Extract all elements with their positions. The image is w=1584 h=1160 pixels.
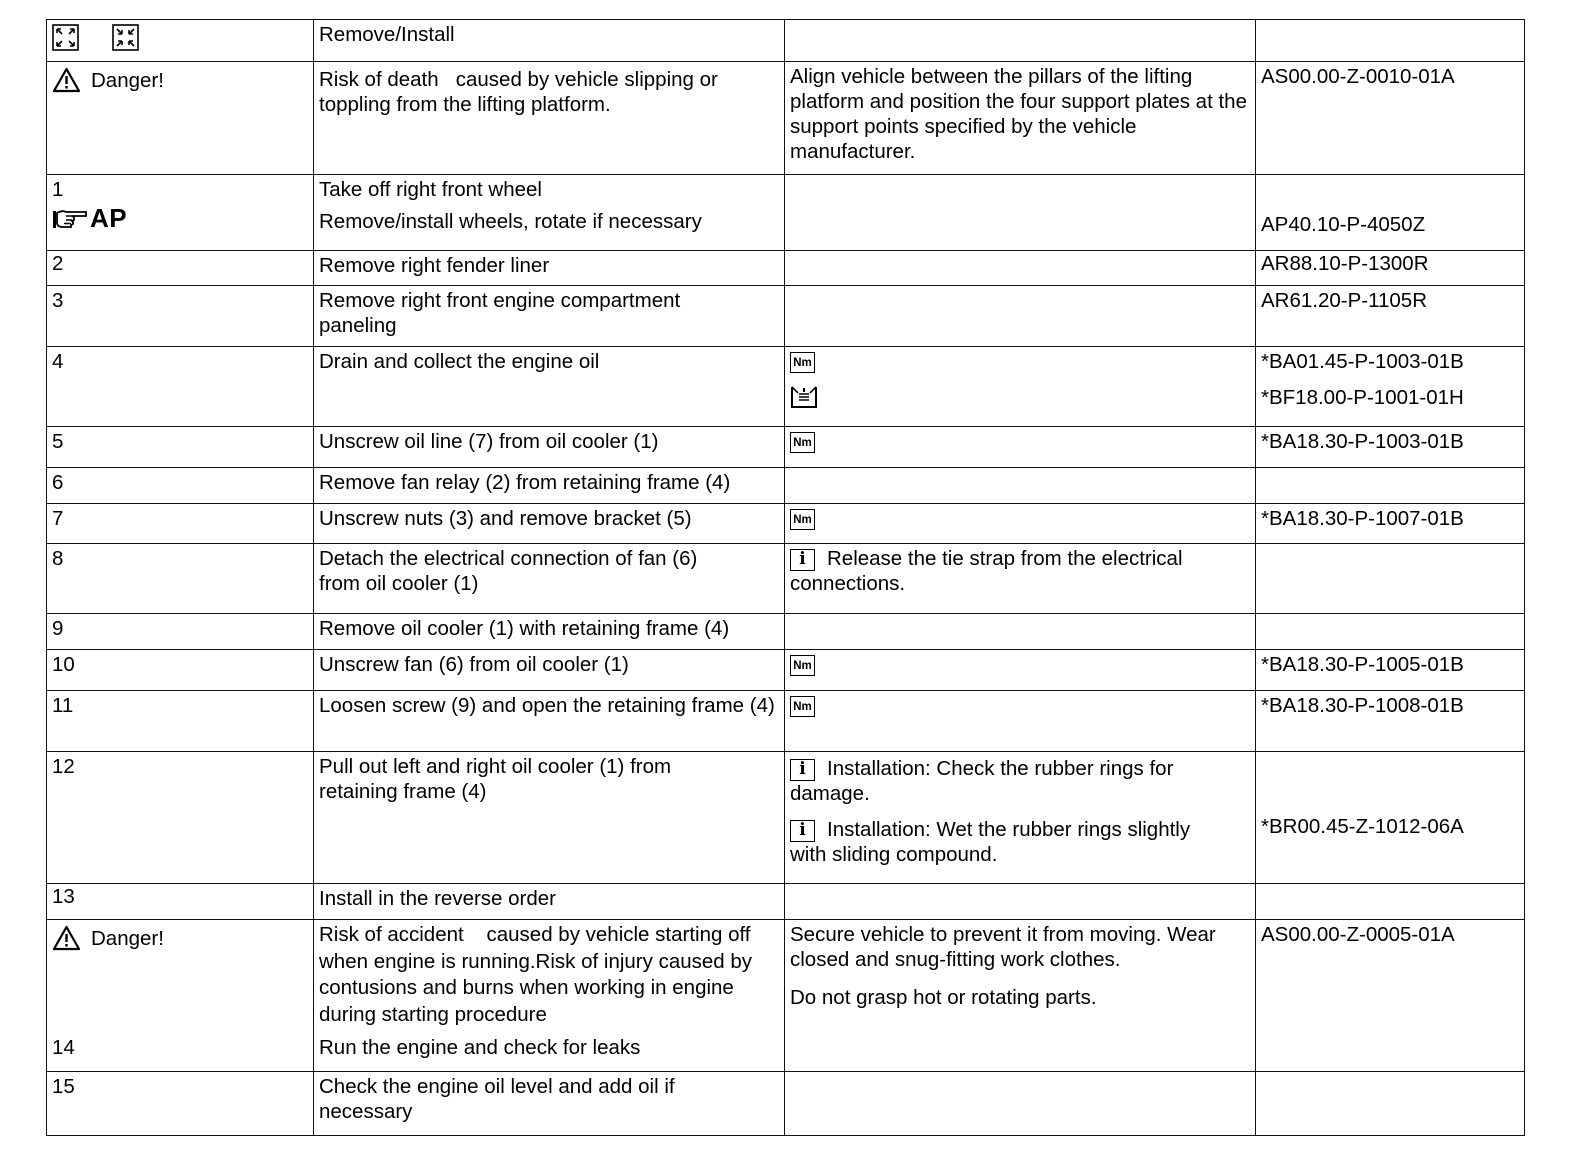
torque-nm-icon[interactable]: Nm — [790, 509, 815, 530]
pointing-hand-icon — [52, 208, 88, 230]
torque-nm-icon[interactable]: Nm — [790, 696, 815, 717]
table-row — [47, 427, 1525, 468]
step-number: 7 — [47, 504, 314, 544]
reference-link[interactable]: AR61.20-P-1105R — [1256, 286, 1525, 347]
reference-link[interactable]: AS00.00-Z-0005-01A — [1256, 920, 1525, 1072]
safety-measure: Align vehicle between the pillars of the lifting platform and position the four support plates at the support points specified by the vehicle manufacturer. — [785, 62, 1256, 175]
reference-link[interactable]: AS00.00-Z-0010-01A — [1256, 62, 1525, 175]
info-icon[interactable]: i — [790, 759, 815, 781]
table-row — [47, 251, 1525, 286]
ap-label: AP — [90, 203, 128, 233]
table-row-danger — [47, 920, 1525, 1072]
risk-title: Risk of accident — [319, 923, 464, 946]
table-row — [47, 286, 1525, 347]
table-row — [47, 347, 1525, 427]
step-text: Remove fan relay (2) from retaining frame (4) — [314, 468, 785, 504]
risk-description: caused by vehicle slipping or toppling from the lifting platform. — [319, 68, 718, 116]
step-text: Loosen screw (9) and open the retaining frame (4) — [314, 691, 785, 752]
step-subtext: Remove/install wheels, rotate if necessary — [319, 210, 702, 233]
expand-icon[interactable] — [52, 24, 79, 51]
table-row — [47, 544, 1525, 614]
warning-triangle-icon — [52, 925, 81, 951]
step-number: 1 — [52, 178, 64, 201]
danger-text: Danger! — [91, 926, 164, 950]
table-row — [47, 691, 1525, 752]
header-icons-cell — [47, 20, 314, 62]
step-number: 15 — [47, 1072, 314, 1136]
torque-nm-icon[interactable]: Nm — [790, 655, 815, 676]
reference-link[interactable]: *BA18.30-P-1007-01B — [1256, 504, 1525, 544]
table-row — [47, 1072, 1525, 1136]
step-number: 3 — [47, 286, 314, 347]
table-row — [47, 884, 1525, 920]
step-text: Unscrew oil line (7) from oil cooler (1) — [314, 427, 785, 468]
table-row — [47, 504, 1525, 544]
table-row — [47, 752, 1525, 884]
step-text: Remove right front engine compartment paneling — [314, 286, 785, 347]
table-row — [47, 175, 1525, 251]
table-row — [47, 650, 1525, 691]
step-number: 8 — [47, 544, 314, 614]
step-text: Check the engine oil level and add oil if necessary — [314, 1072, 785, 1136]
reference-link[interactable]: *BF18.00-P-1001-01H — [1261, 386, 1464, 409]
reference-link[interactable]: AP40.10-P-4050Z — [1261, 213, 1426, 236]
warning-triangle-icon — [52, 67, 81, 93]
step-text: Remove right fender liner — [314, 251, 785, 286]
step-number: 4 — [47, 347, 314, 427]
step-text: Unscrew fan (6) from oil cooler (1) — [314, 650, 785, 691]
step-number: 6 — [47, 468, 314, 504]
step-text: Run the engine and check for leaks — [319, 1036, 641, 1059]
step-number: 11 — [47, 691, 314, 752]
step-number: 5 — [47, 427, 314, 468]
risk-title: Risk of death — [319, 68, 439, 91]
torque-nm-icon[interactable]: Nm — [790, 352, 815, 373]
oil-fluid-icon[interactable] — [790, 384, 818, 409]
step-number: 10 — [47, 650, 314, 691]
step-text: Remove oil cooler (1) with retaining frame (4) — [314, 614, 785, 650]
reference-link[interactable]: *BA18.30-P-1005-01B — [1256, 650, 1525, 691]
info-note: Release the tie strap from the electrical connections. — [790, 547, 1183, 595]
info-note: Installation: Check the rubber rings for damage. — [790, 757, 1174, 805]
step-number: 14 — [52, 1036, 75, 1059]
step-number: 12 — [47, 752, 314, 884]
procedure-table — [46, 19, 1525, 1136]
header-title: Remove/Install — [314, 20, 785, 62]
reference-link[interactable]: *BA01.45-P-1003-01B — [1261, 350, 1464, 373]
step-number: 2 — [47, 251, 314, 286]
step-number: 13 — [47, 884, 314, 920]
reference-link[interactable]: AR88.10-P-1300R — [1256, 251, 1525, 286]
safety-measure: Secure vehicle to prevent it from moving. Wear closed and snug-fitting work clothes. — [790, 923, 1216, 971]
danger-label — [52, 67, 308, 93]
step-text: Take off right front wheel — [319, 178, 542, 201]
info-icon[interactable]: i — [790, 820, 815, 842]
table-row-header — [47, 20, 1525, 62]
info-note: Installation: Wet the rubber rings slightly with sliding compound. — [790, 818, 1191, 866]
danger-text: Danger! — [91, 68, 164, 92]
collapse-icon[interactable] — [112, 24, 139, 51]
reference-link[interactable]: *BA18.30-P-1003-01B — [1256, 427, 1525, 468]
risk-description: caused by vehicle starting off when engine is running.Risk of injury caused by contusions and burns when working in engine during starting procedure — [319, 923, 753, 1026]
step-text: Pull out left and right oil cooler (1) from retaining frame (4) — [314, 752, 785, 884]
step-text: Install in the reverse order — [314, 884, 785, 920]
table-row — [47, 614, 1525, 650]
reference-link[interactable]: *BR00.45-Z-1012-06A — [1261, 815, 1464, 838]
safety-measure: Do not grasp hot or rotating parts. — [790, 986, 1097, 1009]
info-icon[interactable]: i — [790, 549, 815, 571]
danger-label — [52, 925, 308, 951]
step-number: 9 — [47, 614, 314, 650]
table-row — [47, 468, 1525, 504]
step-text: Unscrew nuts (3) and remove bracket (5) — [314, 504, 785, 544]
step-text: Detach the electrical connection of fan (6) from oil cooler (1) — [314, 544, 785, 614]
table-row-danger — [47, 62, 1525, 175]
reference-link[interactable]: *BA18.30-P-1008-01B — [1256, 691, 1525, 752]
ap-reference[interactable] — [52, 203, 308, 233]
torque-nm-icon[interactable]: Nm — [790, 432, 815, 453]
step-text: Drain and collect the engine oil — [314, 347, 785, 427]
